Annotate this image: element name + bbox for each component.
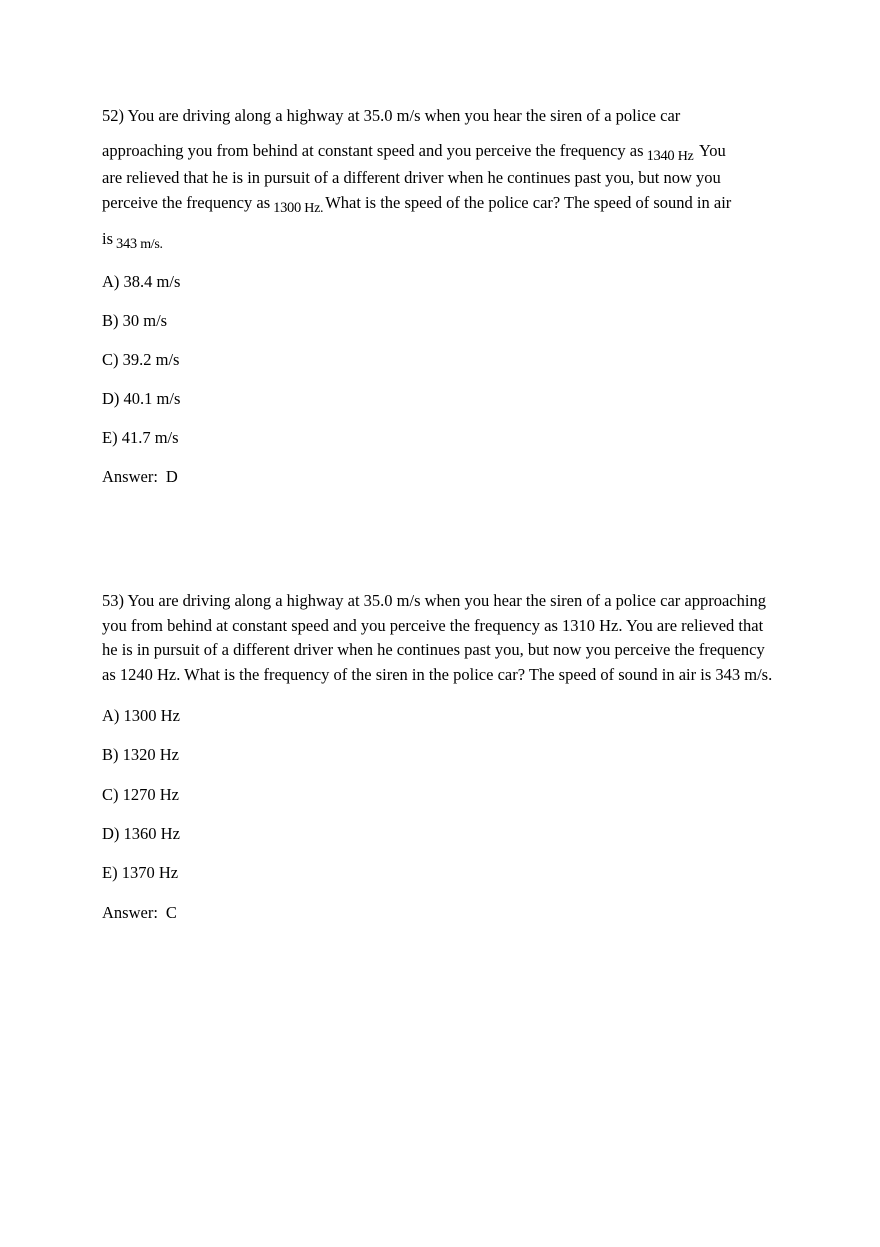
stem-line: is 343 m/s. <box>102 227 782 254</box>
stem-line: approaching you from behind at constant speed and you perceive the frequency as 1340 Hz You <box>102 139 782 166</box>
question-52 <box>102 104 782 487</box>
question-stem <box>102 104 782 254</box>
inline-equation: 343 m/s. <box>116 236 163 252</box>
stem-line: perceive the frequency as 1300 Hz. What is the speed of the police car? The speed of sound in air <box>102 191 782 218</box>
option-b: B) 1320 Hz <box>102 745 179 765</box>
inline-equation: 1340 Hz <box>646 147 694 164</box>
option-d: D) 1360 Hz <box>102 823 180 843</box>
question-stem: 53) You are driving along a highway at 35.0 m/s when you hear the siren of a police car approaching you from behind at constant speed and you perceive the frequency as 1310 Hz. You are relieved that he is in pursuit of a different driver when he continues past you, but now you perceive the frequency as 1240 Hz. What is the frequency of the siren in the police car? The speed of sound in air is 343 m/s. <box>102 591 773 685</box>
inline-equation: 1300 Hz. <box>273 199 324 216</box>
option-c: C) 39.2 m/s <box>102 349 180 369</box>
stem-line: 52) You are driving along a highway at 35.0 m/s when you hear the siren of a police car <box>102 106 681 125</box>
answer-line <box>102 467 782 487</box>
option-c: C) 1270 Hz <box>102 784 179 804</box>
option-b: B) 30 m/s <box>102 310 168 330</box>
answer-value: C <box>165 902 177 922</box>
option-d: D) 40.1 m/s <box>102 388 181 408</box>
question-53 <box>102 589 782 923</box>
answer-options <box>102 706 782 884</box>
answer-options <box>102 272 782 448</box>
option-e: E) 1370 Hz <box>102 863 179 883</box>
option-a: A) 1300 Hz <box>102 705 180 725</box>
answer-label: Answer: <box>102 902 158 922</box>
answer-value: D <box>165 466 178 486</box>
option-e: E) 41.7 m/s <box>102 427 179 447</box>
answer-line <box>102 903 782 923</box>
answer-label: Answer: <box>102 466 158 486</box>
stem-line: are relieved that he is in pursuit of a different driver when he continues past you, but now you <box>102 168 721 187</box>
option-a: A) 38.4 m/s <box>102 271 181 291</box>
